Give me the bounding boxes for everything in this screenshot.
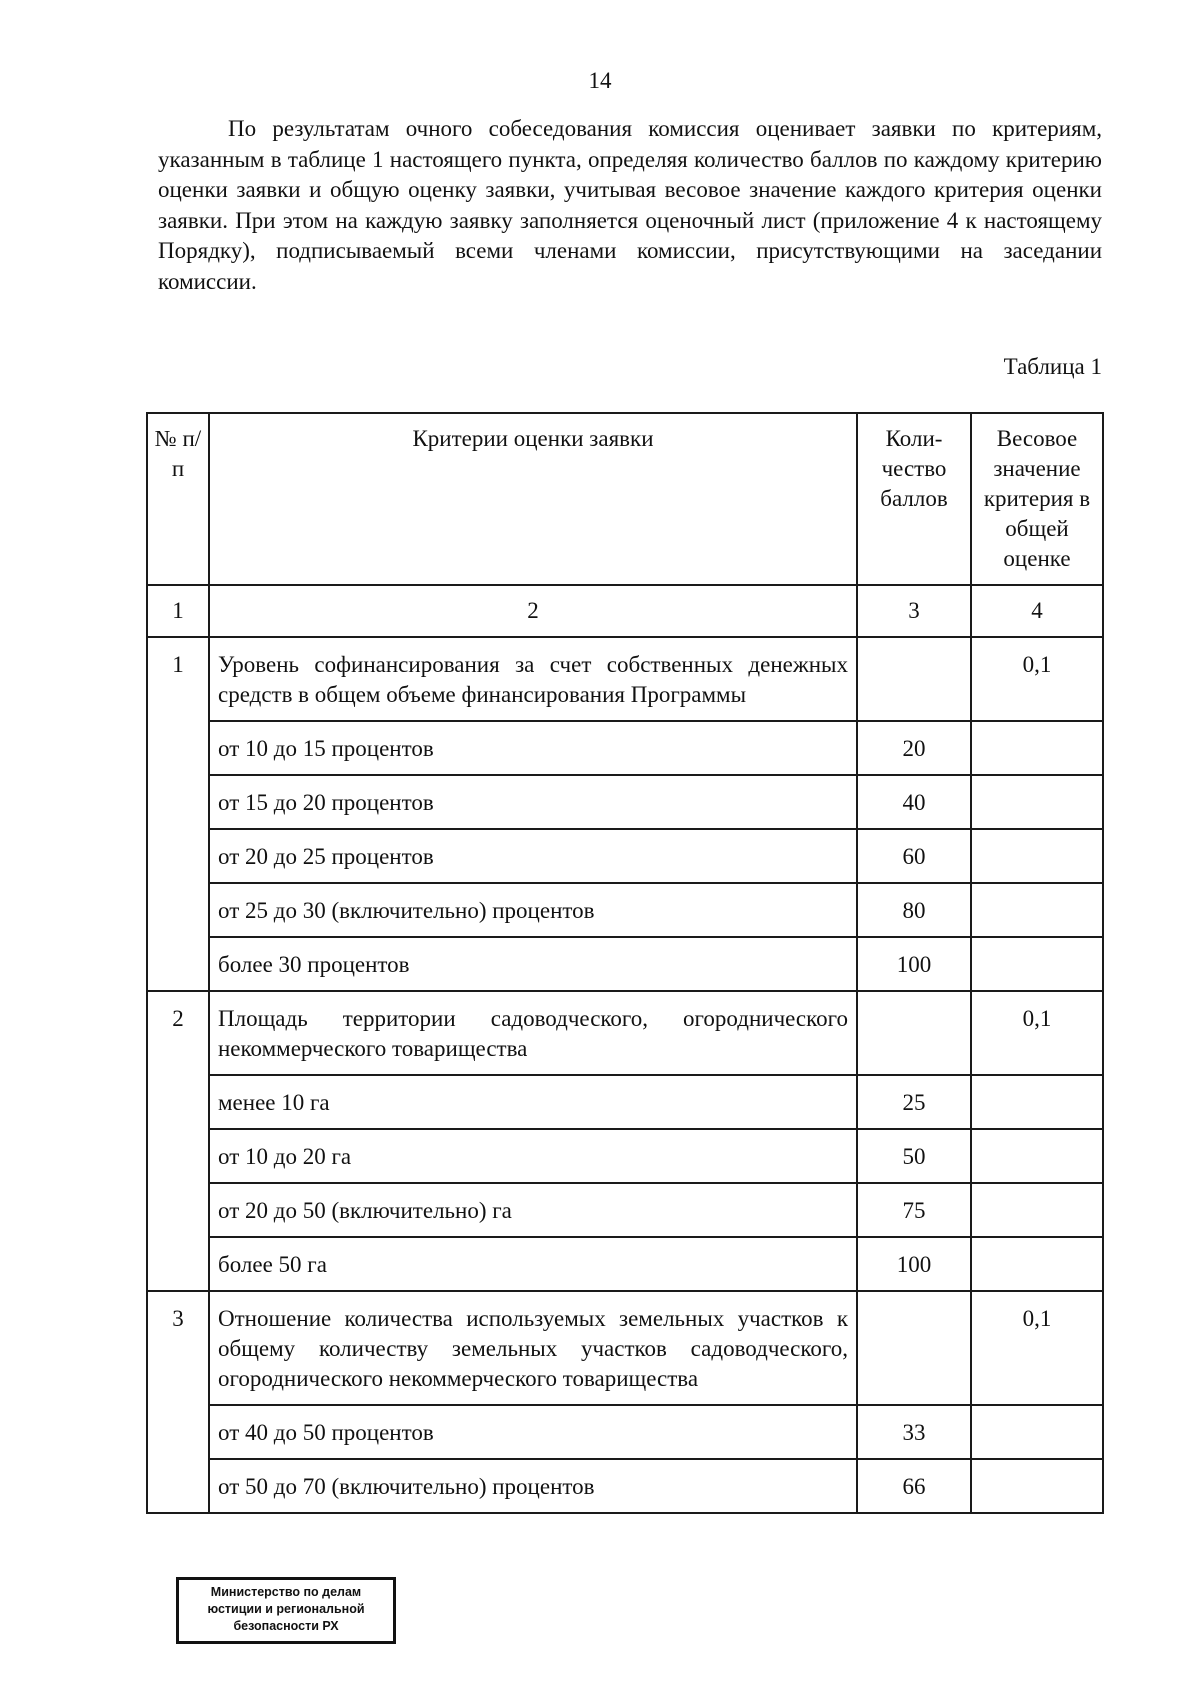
option-weight-empty [971, 1129, 1103, 1183]
column-number: 3 [857, 585, 971, 637]
option-row [147, 1237, 1103, 1291]
option-weight-empty [971, 775, 1103, 829]
column-number: 4 [971, 585, 1103, 637]
option-row [147, 937, 1103, 991]
header-num: № п/п [147, 413, 209, 585]
column-number-row [147, 585, 1103, 637]
header-criteria: Критерии оценки заявки [209, 413, 857, 585]
option-label: от 10 до 20 га [209, 1129, 857, 1183]
stamp-line: безопасности РХ [233, 1619, 339, 1633]
criterion-number: 1 [147, 637, 209, 991]
option-label: от 50 до 70 (включительно) процентов [209, 1459, 857, 1513]
column-number: 2 [209, 585, 857, 637]
option-points: 50 [857, 1129, 971, 1183]
option-points: 33 [857, 1405, 971, 1459]
option-weight-empty [971, 1075, 1103, 1129]
option-row [147, 829, 1103, 883]
option-row [147, 883, 1103, 937]
criterion-points-empty [857, 1291, 971, 1405]
criterion-weight: 0,1 [971, 637, 1103, 721]
option-label: от 20 до 50 (включительно) га [209, 1183, 857, 1237]
option-points: 80 [857, 883, 971, 937]
criterion-title: Отношение количества используемых земельных участков к общему количеству земельных участков садоводческого, огороднического некоммерческого товарищества [209, 1291, 857, 1405]
header-weight: Весовое значение критерия в общей оценке [971, 413, 1103, 585]
option-points: 100 [857, 937, 971, 991]
option-points: 66 [857, 1459, 971, 1513]
column-number: 1 [147, 585, 209, 637]
option-label: от 20 до 25 процентов [209, 829, 857, 883]
option-weight-empty [971, 1183, 1103, 1237]
option-label: от 15 до 20 процентов [209, 775, 857, 829]
option-row [147, 775, 1103, 829]
option-label: менее 10 га [209, 1075, 857, 1129]
criteria-table [146, 412, 1104, 1514]
option-weight-empty [971, 1237, 1103, 1291]
page-number: 14 [588, 68, 612, 93]
stamp-line: Министерство по делам [210, 1585, 362, 1599]
option-label: более 30 процентов [209, 937, 857, 991]
option-label: от 40 до 50 процентов [209, 1405, 857, 1459]
criterion-row [147, 991, 1103, 1075]
option-weight-empty [971, 1459, 1103, 1513]
stamp-line: юстиции и региональной [207, 1602, 365, 1616]
table-header-row [147, 413, 1103, 585]
option-row [147, 1129, 1103, 1183]
option-points: 20 [857, 721, 971, 775]
criterion-number: 2 [147, 991, 209, 1291]
option-points: 40 [857, 775, 971, 829]
criterion-weight: 0,1 [971, 991, 1103, 1075]
option-row [147, 1183, 1103, 1237]
option-points: 75 [857, 1183, 971, 1237]
option-row [147, 1459, 1103, 1513]
criterion-title: Площадь территории садоводческого, огороднического некоммерческого товарищества [209, 991, 857, 1075]
criterion-row [147, 637, 1103, 721]
option-label: более 50 га [209, 1237, 857, 1291]
ministry-stamp [176, 1577, 396, 1644]
option-row [147, 721, 1103, 775]
option-points: 60 [857, 829, 971, 883]
option-label: от 10 до 15 процентов [209, 721, 857, 775]
option-weight-empty [971, 721, 1103, 775]
option-points: 100 [857, 1237, 971, 1291]
header-points: Коли-чество баллов [857, 413, 971, 585]
option-weight-empty [971, 1405, 1103, 1459]
option-row [147, 1075, 1103, 1129]
criterion-points-empty [857, 991, 971, 1075]
table-caption: Таблица 1 [1003, 354, 1102, 379]
option-points: 25 [857, 1075, 971, 1129]
criterion-points-empty [857, 637, 971, 721]
option-weight-empty [971, 829, 1103, 883]
option-row [147, 1405, 1103, 1459]
criterion-title: Уровень софинансирования за счет собственных денежных средств в общем объеме финансирования Программы [209, 637, 857, 721]
option-weight-empty [971, 937, 1103, 991]
criterion-weight: 0,1 [971, 1291, 1103, 1405]
criterion-number: 3 [147, 1291, 209, 1513]
option-label: от 25 до 30 (включительно) процентов [209, 883, 857, 937]
criterion-row [147, 1291, 1103, 1405]
intro-paragraph: По результатам очного собеседования комиссия оценивает заявки по критериям, указанным в таблице 1 настоящего пункта, определяя количество баллов по каждому критерию оценки заявки и общую оценку заявки, учитывая весовое значение каждого критерия оценки заявки. При этом на каждую заявку заполняется оценочный лист (приложение 4 к настоящему Порядку), подписываемый всеми членами комиссии, присутствующими на заседании комиссии. [158, 116, 1102, 294]
option-weight-empty [971, 883, 1103, 937]
